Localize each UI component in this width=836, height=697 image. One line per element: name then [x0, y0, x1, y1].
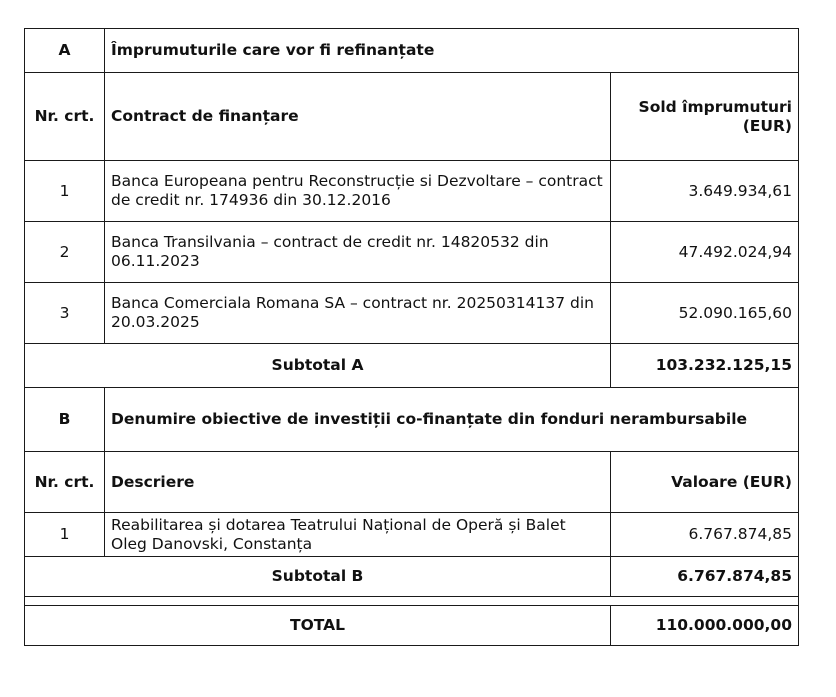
section-b-letter: B	[25, 388, 105, 452]
total-row	[25, 606, 799, 646]
investment-value: 6.767.874,85	[611, 513, 799, 557]
section-b-header-row	[25, 388, 799, 452]
subtotal-b-row	[25, 557, 799, 597]
loan-balance: 47.492.024,94	[611, 222, 799, 283]
table-row	[25, 222, 799, 283]
section-a-column-headers	[25, 73, 799, 161]
section-b-title: Denumire obiective de investiții co-finanțate din fonduri nerambursabile	[105, 388, 799, 452]
col-valoare-header: Valoare (EUR)	[611, 452, 799, 513]
subtotal-a-row	[25, 344, 799, 388]
table-row	[25, 513, 799, 557]
spacer-row	[25, 597, 799, 606]
subtotal-a-value: 103.232.125,15	[611, 344, 799, 388]
subtotal-b-value: 6.767.874,85	[611, 557, 799, 597]
section-a-letter: A	[25, 29, 105, 73]
row-number: 2	[25, 222, 105, 283]
section-a-header-row	[25, 29, 799, 73]
col-contract-header: Contract de finanțare	[105, 73, 611, 161]
col-nr-crt-b: Nr. crt.	[25, 452, 105, 513]
row-number: 1	[25, 161, 105, 222]
col-descriere-header: Descriere	[105, 452, 611, 513]
row-number: 3	[25, 283, 105, 344]
table-row	[25, 161, 799, 222]
financing-table	[24, 28, 799, 646]
spacer	[25, 597, 799, 606]
subtotal-b-label: Subtotal B	[25, 557, 611, 597]
subtotal-a-label: Subtotal A	[25, 344, 611, 388]
total-label: TOTAL	[25, 606, 611, 646]
row-number: 1	[25, 513, 105, 557]
section-a-title: Împrumuturile care vor fi refinanțate	[105, 29, 799, 73]
investment-description: Reabilitarea și dotarea Teatrului Național de Operă și Balet Oleg Danovski, Constanța	[105, 513, 611, 557]
col-sold-header: Sold împrumuturi (EUR)	[611, 73, 799, 161]
table-row	[25, 283, 799, 344]
contract-description: Banca Europeana pentru Reconstrucție si Dezvoltare – contract de credit nr. 174936 din 30.12.2016	[105, 161, 611, 222]
loan-balance: 3.649.934,61	[611, 161, 799, 222]
col-nr-crt-a: Nr. crt.	[25, 73, 105, 161]
contract-description: Banca Comerciala Romana SA – contract nr. 20250314137 din 20.03.2025	[105, 283, 611, 344]
contract-description: Banca Transilvania – contract de credit nr. 14820532 din 06.11.2023	[105, 222, 611, 283]
loan-balance: 52.090.165,60	[611, 283, 799, 344]
total-value: 110.000.000,00	[611, 606, 799, 646]
section-b-column-headers	[25, 452, 799, 513]
